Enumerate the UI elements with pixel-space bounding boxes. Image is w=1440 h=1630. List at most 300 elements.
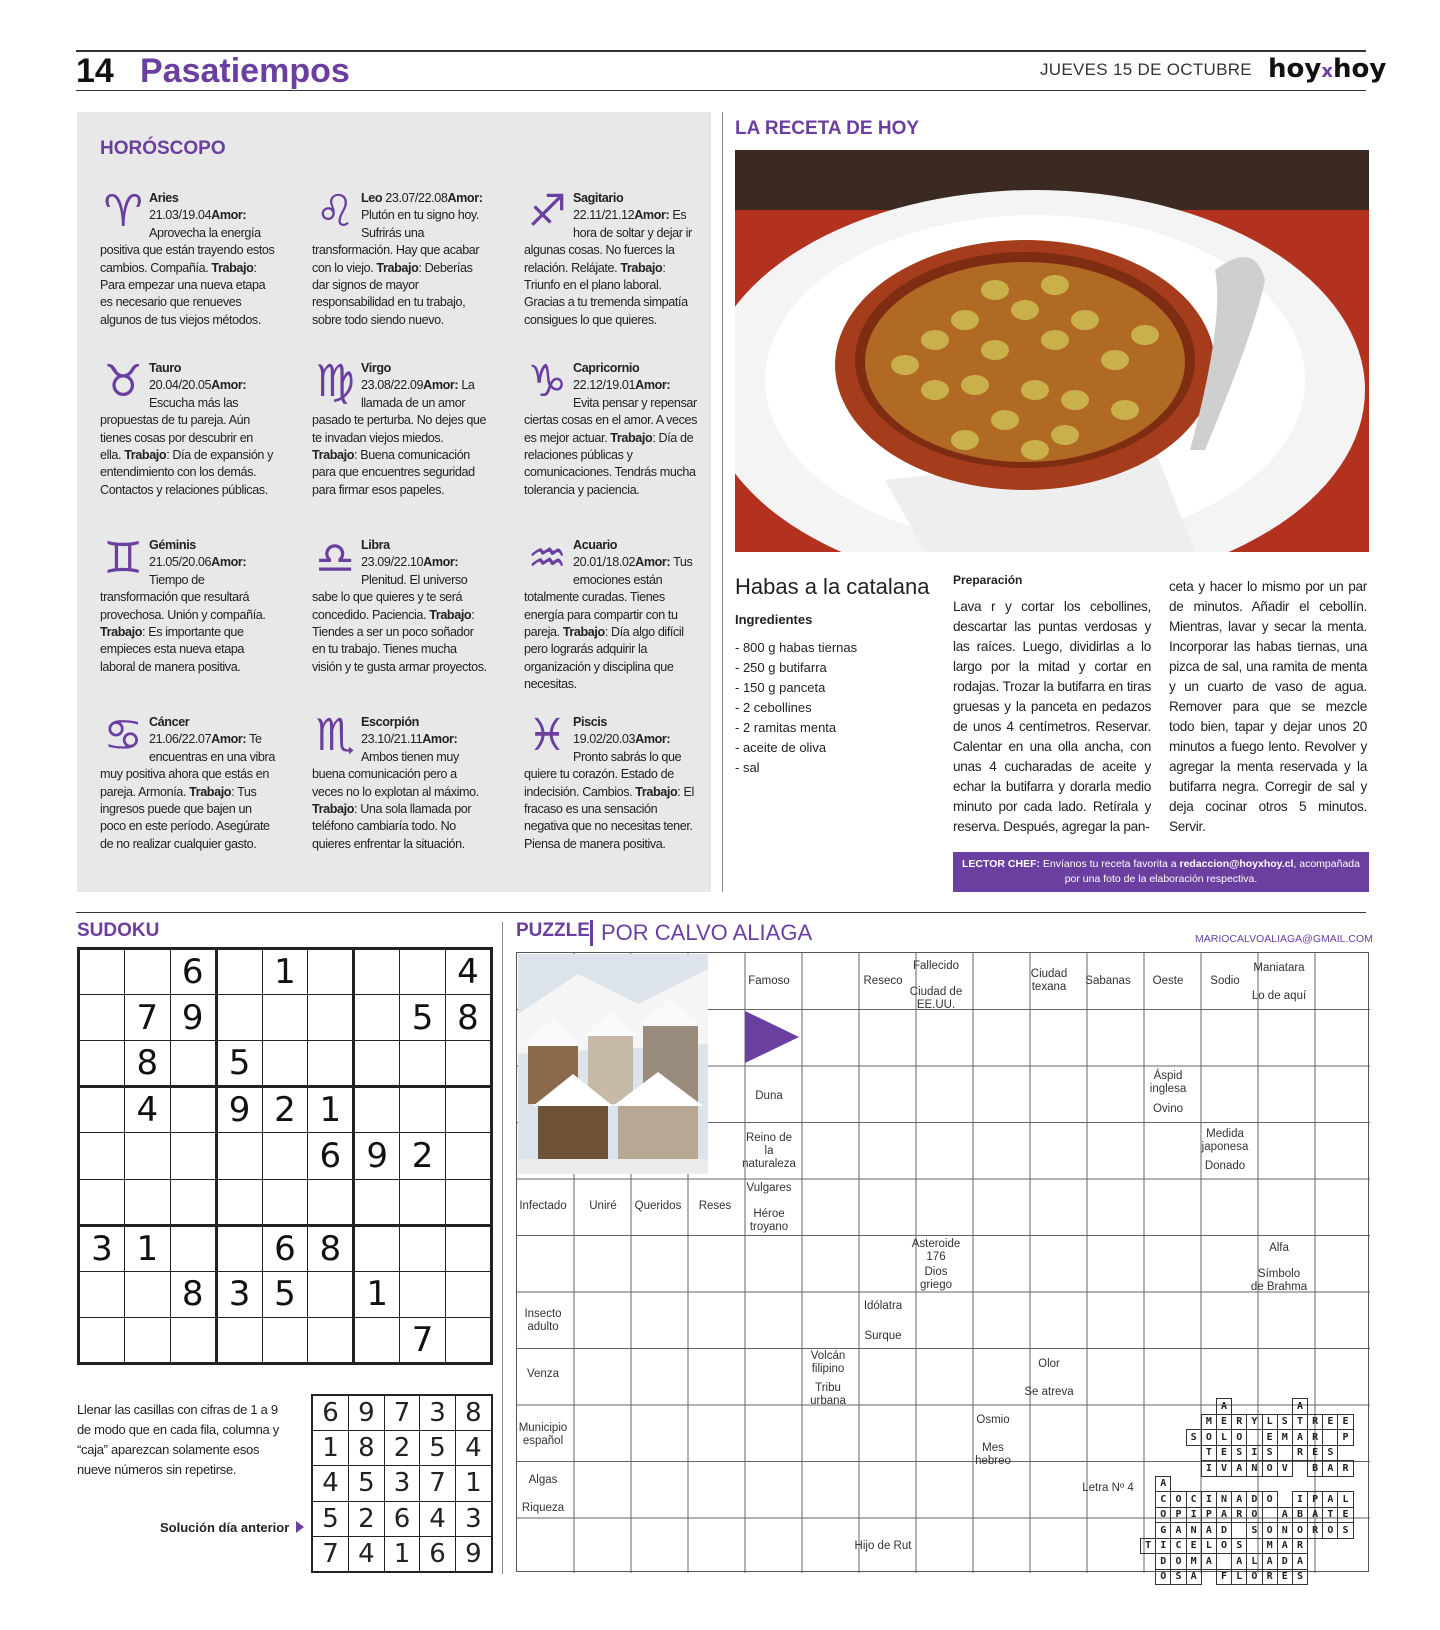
answer-cell bbox=[1186, 1476, 1201, 1492]
sudoku-cell[interactable] bbox=[262, 1133, 308, 1179]
puzzle-clue: Oeste bbox=[1152, 975, 1184, 987]
sudoku-cell[interactable] bbox=[170, 1317, 216, 1363]
answer-cell: O bbox=[1262, 1492, 1277, 1508]
answer-cell bbox=[1232, 1399, 1247, 1415]
answer-cell bbox=[1323, 1399, 1338, 1415]
solution-cell: 3 bbox=[420, 1395, 456, 1431]
sudoku-cell[interactable] bbox=[400, 1087, 446, 1133]
answer-cell: S bbox=[1171, 1569, 1186, 1585]
sign-trabajo-text: : Buena comunicación para que encuentres seguridad para firmar esos papeles. bbox=[312, 448, 475, 497]
previous-puzzle-solution bbox=[1140, 1398, 1368, 1583]
sudoku-cell[interactable]: 9 bbox=[170, 995, 216, 1041]
chef-email-link[interactable]: redaccion@hoyxhoy.cl bbox=[1179, 858, 1294, 870]
sudoku-cell[interactable] bbox=[308, 995, 354, 1041]
answer-cell bbox=[1247, 1476, 1262, 1492]
sign-amor-text: Evita pensar y repensar ciertas cosas en el amor. A veces es mejor actuar. bbox=[524, 395, 697, 445]
answer-cell: B bbox=[1292, 1507, 1307, 1523]
answer-cell: D bbox=[1277, 1554, 1292, 1570]
sudoku-cell[interactable]: 3 bbox=[216, 1271, 262, 1317]
sudoku-cell[interactable] bbox=[124, 1317, 170, 1363]
start-arrow-icon bbox=[745, 1011, 799, 1063]
sudoku-cell[interactable] bbox=[79, 949, 125, 995]
answer-cell: L bbox=[1247, 1554, 1262, 1570]
answer-cell: S bbox=[1262, 1445, 1277, 1461]
answer-cell: L bbox=[1262, 1414, 1277, 1430]
answer-cell bbox=[1171, 1399, 1186, 1415]
sudoku-cell[interactable]: 9 bbox=[354, 1133, 400, 1179]
zodiac-piscis-icon: ♓ bbox=[527, 710, 567, 761]
horoscope-sign bbox=[524, 710, 699, 853]
puzzle-email[interactable]: MARIOCALVOALIAGA@GMAIL.COM bbox=[1195, 933, 1373, 945]
sign-amor-text: Te encuentras en una vibra muy positiva ahora que estás en pareja. Armonía. bbox=[100, 732, 275, 799]
sudoku-cell[interactable]: 6 bbox=[262, 1225, 308, 1271]
sudoku-cell[interactable]: 8 bbox=[446, 995, 492, 1041]
answer-cell: A bbox=[1292, 1554, 1307, 1570]
sign-dates: 20.04/20.05 bbox=[149, 378, 212, 393]
sudoku-instructions: Llenar las casillas con cifras de 1 a 9 de modo que en cada fila, columna y “caja” aparezcan solamente esos nueve números sin repetirse. bbox=[77, 1402, 279, 1477]
answer-cell: A bbox=[1292, 1430, 1307, 1446]
puzzle-clue: Insecto adulto bbox=[524, 1308, 562, 1333]
answer-cell: O bbox=[1262, 1461, 1277, 1477]
answer-cell: R bbox=[1308, 1414, 1323, 1430]
sudoku-cell[interactable] bbox=[446, 1133, 492, 1179]
sudoku-cell[interactable] bbox=[216, 1179, 262, 1225]
sudoku-cell[interactable]: 5 bbox=[216, 1041, 262, 1087]
sign-name: Sagitario bbox=[573, 191, 624, 205]
answer-cell bbox=[1262, 1476, 1277, 1492]
sudoku-cell[interactable]: 6 bbox=[170, 949, 216, 995]
answer-cell: R bbox=[1232, 1414, 1247, 1430]
puzzle-clue: Donado bbox=[1204, 1160, 1246, 1172]
sudoku-cell[interactable]: 5 bbox=[262, 1271, 308, 1317]
puzzle-clue: Reseco bbox=[863, 975, 903, 987]
answer-cell bbox=[1186, 1445, 1201, 1461]
puzzle-clue: Queridos bbox=[634, 1200, 682, 1212]
answer-cell: E bbox=[1262, 1430, 1277, 1446]
answer-cell bbox=[1338, 1476, 1353, 1492]
sign-name: Acuario bbox=[573, 538, 618, 552]
section-rule bbox=[76, 912, 1366, 913]
zodiac-cáncer-icon: ♋ bbox=[103, 710, 143, 761]
chef-text-end: , acompañada por una foto de la elaboración respectiva. bbox=[1064, 858, 1360, 885]
sudoku-cell[interactable] bbox=[354, 1317, 400, 1363]
answer-cell: O bbox=[1171, 1492, 1186, 1508]
answer-cell: O bbox=[1232, 1430, 1247, 1446]
sudoku-cell[interactable]: 3 bbox=[79, 1225, 125, 1271]
ingredient-item: - 250 g butifarra bbox=[735, 660, 827, 675]
sign-dates: 22.11/21.12 bbox=[573, 208, 635, 223]
sign-amor: Amor: bbox=[635, 378, 671, 393]
puzzle-clue: Municipio español bbox=[518, 1422, 568, 1447]
zodiac-libra-icon: ♎ bbox=[315, 533, 355, 584]
solution-cell: 2 bbox=[349, 1501, 385, 1536]
answer-cell: O bbox=[1292, 1523, 1307, 1539]
sudoku-cell[interactable] bbox=[216, 995, 262, 1041]
sign-dates: 20.01/18.02 bbox=[573, 555, 636, 570]
sudoku-cell[interactable]: 6 bbox=[308, 1133, 354, 1179]
puzzle-clue: Olor bbox=[1038, 1358, 1060, 1370]
answer-cell: F bbox=[1216, 1569, 1231, 1585]
answer-cell: A bbox=[1201, 1554, 1216, 1570]
sudoku-cell[interactable]: 9 bbox=[216, 1087, 262, 1133]
sudoku-cell[interactable] bbox=[400, 1225, 446, 1271]
sudoku-cell[interactable] bbox=[124, 1271, 170, 1317]
sudoku-cell[interactable] bbox=[262, 1317, 308, 1363]
sudoku-cell[interactable]: 2 bbox=[400, 1133, 446, 1179]
brand-part-a: hoy bbox=[1268, 54, 1322, 84]
sudoku-cell[interactable] bbox=[400, 1179, 446, 1225]
sudoku-cell[interactable]: 1 bbox=[262, 949, 308, 995]
sign-name: Géminis bbox=[149, 538, 196, 552]
answer-cell: E bbox=[1338, 1507, 1353, 1523]
sign-amor-text: Plutón en tu signo hoy. Sufrirás una transformación. Hay que acabar con lo viejo. bbox=[312, 208, 480, 275]
sudoku-cell[interactable] bbox=[79, 995, 125, 1041]
answer-cell bbox=[1277, 1492, 1292, 1508]
sign-trabajo-text: : Una sola llamada por teléfono cambiaría todo. No quieres enfrentar la situación. bbox=[312, 802, 472, 851]
sign-amor-text: Es hora de soltar y dejar ir algunas cosas. No fuerces la relación. Relájate. bbox=[524, 208, 692, 275]
horoscope-title: HORÓSCOPO bbox=[100, 138, 226, 159]
answer-cell bbox=[1171, 1461, 1186, 1477]
answer-cell bbox=[1247, 1538, 1262, 1554]
solution-cell: 4 bbox=[349, 1536, 385, 1572]
answer-cell bbox=[1232, 1476, 1247, 1492]
puzzle-clue: Héroe troyano bbox=[749, 1208, 789, 1233]
zodiac-acuario-icon: ♒ bbox=[527, 533, 567, 584]
solution-cell: 4 bbox=[420, 1501, 456, 1536]
sudoku-cell[interactable] bbox=[354, 1179, 400, 1225]
sudoku-cell[interactable] bbox=[170, 1179, 216, 1225]
sudoku-cell[interactable] bbox=[354, 1041, 400, 1087]
puzzle-clue: Volcán filipino bbox=[810, 1350, 846, 1375]
sudoku-cell[interactable] bbox=[262, 1179, 308, 1225]
puzzle-clue: Lo de aquí bbox=[1251, 990, 1307, 1002]
answer-cell bbox=[1277, 1476, 1292, 1492]
answer-cell bbox=[1201, 1569, 1216, 1585]
sudoku-cell[interactable] bbox=[446, 1179, 492, 1225]
sudoku-cell[interactable]: 8 bbox=[170, 1271, 216, 1317]
answer-cell bbox=[1156, 1461, 1171, 1477]
answer-cell bbox=[1247, 1430, 1262, 1446]
answer-cell: D bbox=[1156, 1554, 1171, 1570]
sign-trabajo-text: : Día de expansión y entendimiento con los demás. Contactos y relaciones públicas. bbox=[100, 448, 274, 497]
solution-cell: 5 bbox=[420, 1431, 456, 1466]
answer-cell bbox=[1216, 1476, 1231, 1492]
horoscope-sign bbox=[312, 356, 487, 499]
horoscope-sign bbox=[312, 710, 487, 853]
puzzle-clue: Sodio bbox=[1210, 975, 1240, 987]
chef-label: LECTOR CHEF: bbox=[962, 858, 1040, 870]
puzzle-clue: Dios griego bbox=[920, 1266, 952, 1291]
answer-cell bbox=[1171, 1445, 1186, 1461]
sudoku-cell[interactable]: 1 bbox=[308, 1087, 354, 1133]
sudoku-cell[interactable] bbox=[262, 995, 308, 1041]
sign-dates: 23.10/21.11 bbox=[361, 732, 423, 747]
sign-trabajo: Trabajo bbox=[562, 625, 605, 640]
answer-cell: N bbox=[1247, 1461, 1262, 1477]
puzzle-clue: Se atreva bbox=[1024, 1386, 1074, 1398]
sudoku-cell[interactable] bbox=[124, 949, 170, 995]
answer-cell: R bbox=[1338, 1461, 1353, 1477]
sudoku-cell[interactable] bbox=[124, 1179, 170, 1225]
answer-cell bbox=[1141, 1476, 1156, 1492]
answer-cell: A bbox=[1292, 1399, 1307, 1415]
puzzle-clue: Asteroide 176 bbox=[911, 1238, 961, 1263]
answer-cell: D bbox=[1247, 1492, 1262, 1508]
sign-name: Libra bbox=[361, 538, 390, 552]
solution-cell: 1 bbox=[455, 1466, 492, 1501]
answer-cell: C bbox=[1171, 1538, 1186, 1554]
zodiac-escorpión-icon: ♏ bbox=[315, 710, 355, 761]
sudoku-cell[interactable] bbox=[170, 1041, 216, 1087]
solution-cell: 7 bbox=[312, 1536, 349, 1572]
sudoku-cell[interactable] bbox=[446, 1087, 492, 1133]
answer-cell bbox=[1323, 1554, 1338, 1570]
sign-amor: Amor: bbox=[423, 555, 459, 570]
sign-amor: Amor: bbox=[635, 555, 671, 570]
solution-cell: 1 bbox=[384, 1536, 420, 1572]
sign-dates: 23.08/22.09 bbox=[361, 378, 424, 393]
sudoku-cell[interactable] bbox=[308, 1317, 354, 1363]
sudoku-cell[interactable] bbox=[354, 1225, 400, 1271]
sign-trabajo-text: : Para empezar una nueva etapa es necesario que renueves algunos de tus viejos métodos. bbox=[100, 260, 266, 327]
answer-cell bbox=[1156, 1430, 1171, 1446]
ingredient-item: - 2 cebollines bbox=[735, 700, 812, 715]
sign-amor: Amor: bbox=[211, 378, 247, 393]
answer-cell: S bbox=[1247, 1523, 1262, 1539]
sudoku-cell[interactable] bbox=[354, 1087, 400, 1133]
preparation-text-col1: Lava r y cortar los cebollines, descartar las puntas verdosas y las raíces. Luego, dividirlas a lo largo por la mitad y cortar en rodajas. Trozar la butifarra en tiras gruesas y la panceta en pedazos de unos 4 centímetros. Reservar. Calentar en una olla ancha, con unas 4 cucharadas de aceite y echar la butifarra y dorarla medio minuto por cada lado. Retírala y reserva. Después, agregar la pan- bbox=[953, 599, 1151, 834]
answer-cell: P bbox=[1201, 1507, 1216, 1523]
sudoku-cell[interactable] bbox=[400, 1041, 446, 1087]
sign-trabajo-text: : Triunfo en el plano laboral. Gracias a tu tremenda simpatía consigues lo que quieres. bbox=[524, 260, 688, 327]
answer-cell: A bbox=[1232, 1554, 1247, 1570]
answer-cell: S bbox=[1292, 1569, 1307, 1585]
answer-cell bbox=[1323, 1569, 1338, 1585]
horoscope-sign bbox=[312, 186, 487, 329]
answer-cell: B bbox=[1308, 1461, 1323, 1477]
solution-cell: 5 bbox=[312, 1501, 349, 1536]
answer-cell: C bbox=[1186, 1492, 1201, 1508]
ingredients-title: Ingredientes bbox=[735, 612, 813, 627]
dish-illustration bbox=[735, 150, 1369, 552]
answer-cell: R bbox=[1262, 1569, 1277, 1585]
sudoku-cell[interactable]: 7 bbox=[124, 995, 170, 1041]
answer-cell: R bbox=[1308, 1523, 1323, 1539]
sudoku-cell[interactable] bbox=[308, 1179, 354, 1225]
sudoku-cell[interactable] bbox=[308, 1041, 354, 1087]
solution-cell: 6 bbox=[420, 1536, 456, 1572]
answer-cell: E bbox=[1186, 1538, 1201, 1554]
answer-cell bbox=[1338, 1445, 1353, 1461]
sudoku-cell[interactable] bbox=[216, 1225, 262, 1271]
answer-cell: G bbox=[1156, 1523, 1171, 1539]
sign-amor: Amor: bbox=[423, 378, 459, 393]
sign-trabajo-text: : Es importante que empieces esta nueva etapa laboral de manera positiva. bbox=[100, 625, 245, 674]
sudoku-cell[interactable] bbox=[446, 1041, 492, 1087]
page-number: 14 bbox=[76, 52, 114, 90]
sudoku-cell[interactable] bbox=[170, 1087, 216, 1133]
answer-cell: A bbox=[1171, 1523, 1186, 1539]
answer-cell bbox=[1247, 1399, 1262, 1415]
brand-part-b: hoy bbox=[1332, 54, 1387, 84]
sudoku-cell[interactable] bbox=[262, 1041, 308, 1087]
sign-dates: 21.03/19.04 bbox=[149, 208, 212, 223]
answer-cell bbox=[1201, 1476, 1216, 1492]
solution-label: Solución día anterior bbox=[160, 1520, 290, 1535]
sudoku-cell[interactable] bbox=[216, 1317, 262, 1363]
answer-cell: L bbox=[1201, 1538, 1216, 1554]
sign-name: Cáncer bbox=[149, 715, 190, 729]
answer-cell bbox=[1171, 1476, 1186, 1492]
answer-cell: I bbox=[1201, 1492, 1216, 1508]
sudoku-cell[interactable] bbox=[124, 1133, 170, 1179]
sign-amor-text: Pronto sabrás lo que quiere tu corazón. Estado de indecisión. Cambios. bbox=[524, 749, 682, 799]
answer-cell bbox=[1308, 1554, 1323, 1570]
puzzle-clue: Mes hebreo bbox=[975, 1442, 1011, 1467]
ski-village-illustration bbox=[518, 954, 708, 1174]
puzzle-title: PUZZLE bbox=[516, 920, 590, 941]
answer-cell bbox=[1308, 1569, 1323, 1585]
puzzle-clue: Algas bbox=[528, 1474, 558, 1486]
sign-trabajo: Trabajo bbox=[312, 802, 354, 817]
puzzle-clue: Venza bbox=[527, 1368, 559, 1380]
answer-cell bbox=[1141, 1399, 1156, 1415]
answer-cell: I bbox=[1292, 1492, 1307, 1508]
puzzle-clue: Ciudad texana bbox=[1030, 968, 1068, 993]
sudoku-cell[interactable]: 1 bbox=[354, 1271, 400, 1317]
horoscope-sign bbox=[100, 186, 275, 329]
sudoku-cell[interactable]: 4 bbox=[446, 949, 492, 995]
sign-dates: 23.07/22.08 bbox=[382, 191, 448, 205]
sudoku-cell[interactable] bbox=[79, 1271, 125, 1317]
answer-cell bbox=[1216, 1554, 1231, 1570]
sudoku-cell[interactable] bbox=[354, 949, 400, 995]
answer-cell bbox=[1338, 1538, 1353, 1554]
puzzle-clue: Medida japonesa bbox=[1201, 1128, 1249, 1153]
puzzle-clue: Duna bbox=[755, 1090, 783, 1102]
answer-cell bbox=[1232, 1523, 1247, 1539]
puzzle-author: POR CALVO ALIAGA bbox=[601, 920, 813, 945]
recipe-photo bbox=[735, 150, 1369, 552]
solution-cell: 9 bbox=[349, 1395, 385, 1431]
answer-cell: D bbox=[1216, 1523, 1231, 1539]
sign-trabajo: Trabajo bbox=[376, 260, 419, 275]
answer-cell: N bbox=[1186, 1523, 1201, 1539]
answer-cell: L bbox=[1338, 1492, 1353, 1508]
answer-cell: A bbox=[1156, 1476, 1171, 1492]
answer-cell: A bbox=[1232, 1461, 1247, 1477]
sign-name: Piscis bbox=[573, 715, 608, 729]
sudoku-cell[interactable] bbox=[308, 1271, 354, 1317]
solution-cell: 4 bbox=[455, 1431, 492, 1466]
sign-amor-text: Escucha más las propuestas de tu pareja. Aún tienes cosas por descubrir en ella. bbox=[100, 395, 253, 463]
answer-cell: R bbox=[1232, 1507, 1247, 1523]
header-rule-bottom bbox=[76, 90, 1366, 91]
answer-cell: E bbox=[1308, 1445, 1323, 1461]
sudoku-cell[interactable] bbox=[170, 1225, 216, 1271]
sudoku-cell[interactable]: 7 bbox=[400, 1317, 446, 1363]
sudoku-cell[interactable] bbox=[446, 1225, 492, 1271]
sudoku-cell[interactable] bbox=[446, 1271, 492, 1317]
sudoku-cell[interactable] bbox=[170, 1133, 216, 1179]
sign-dates: 21.06/22.07 bbox=[149, 732, 212, 747]
sudoku-title: SUDOKU bbox=[77, 920, 160, 941]
sudoku-cell[interactable]: 5 bbox=[400, 995, 446, 1041]
answer-cell: A bbox=[1308, 1507, 1323, 1523]
horoscope-sign bbox=[100, 533, 275, 676]
horoscope-sign bbox=[524, 186, 699, 329]
solution-cell: 6 bbox=[384, 1501, 420, 1536]
solution-cell: 7 bbox=[420, 1466, 456, 1501]
answer-cell: A bbox=[1201, 1523, 1216, 1539]
preparation-text-col2: ceta y hacer lo mismo por un par de minutos. Añadir el cebollín. Mientras, lavar y secar la menta. Incorporar las habas tiernas, una pizca de sal, una ramita de menta y un cuarto de vaso de agua. Remover para que se mezcle todo bien, tapar y dejar unos 20 minutos a fuego lento. Revolver y agregar la menta reservada y la butifarra negra. Corregir de sal y deja cocinar otros 5 minutos. Servir. bbox=[1169, 579, 1367, 834]
sign-trabajo: Trabajo bbox=[429, 607, 472, 622]
sign-amor-text: Aprovecha la energía positiva que están trayendo estos cambios. Compañía. bbox=[100, 225, 275, 275]
sudoku-cell[interactable] bbox=[79, 1133, 125, 1179]
zodiac-leo-icon: ♌ bbox=[315, 186, 355, 237]
answer-cell bbox=[1141, 1430, 1156, 1446]
sign-dates: 23.09/22.10 bbox=[361, 555, 424, 570]
solution-cell: 7 bbox=[384, 1395, 420, 1431]
sudoku-cell[interactable]: 8 bbox=[124, 1041, 170, 1087]
answer-cell bbox=[1308, 1538, 1323, 1554]
answer-cell bbox=[1323, 1430, 1338, 1446]
sudoku-cell[interactable] bbox=[400, 1271, 446, 1317]
answer-cell bbox=[1141, 1569, 1156, 1585]
ingredient-item: - 2 ramitas menta bbox=[735, 720, 837, 735]
answer-cell: N bbox=[1216, 1492, 1231, 1508]
answer-cell bbox=[1186, 1461, 1201, 1477]
puzzle-clue: Letra Nº 4 bbox=[1082, 1482, 1134, 1494]
answer-cell: O bbox=[1247, 1507, 1262, 1523]
sign-trabajo: Trabajo bbox=[100, 625, 142, 640]
zodiac-capricornio-icon: ♑ bbox=[527, 356, 567, 407]
answer-cell: V bbox=[1216, 1461, 1231, 1477]
answer-cell: S bbox=[1232, 1445, 1247, 1461]
sudoku-cell[interactable] bbox=[216, 949, 262, 995]
solution-cell: 6 bbox=[312, 1395, 349, 1431]
sudoku-cell[interactable] bbox=[79, 1317, 125, 1363]
sudoku-cell[interactable] bbox=[446, 1317, 492, 1363]
sign-amor-text: Ambos tienen muy buena comunicación pero a veces no lo explotan al máximo. bbox=[312, 749, 479, 799]
sudoku-cell[interactable] bbox=[79, 1179, 125, 1225]
zodiac-aries-icon: ♈ bbox=[103, 186, 143, 237]
sudoku-cell[interactable] bbox=[400, 949, 446, 995]
sudoku-cell[interactable] bbox=[216, 1133, 262, 1179]
answer-cell: P bbox=[1171, 1507, 1186, 1523]
column-divider-lower bbox=[502, 922, 503, 1574]
sudoku-cell[interactable]: 4 bbox=[124, 1087, 170, 1133]
sudoku-cell[interactable] bbox=[79, 1087, 125, 1133]
puzzle-clue: Tribu urbana bbox=[810, 1382, 846, 1407]
sign-name: Leo bbox=[361, 191, 383, 205]
puzzle-photo bbox=[518, 954, 708, 1174]
sudoku-grid bbox=[77, 947, 493, 1365]
sudoku-cell[interactable] bbox=[308, 949, 354, 995]
sudoku-cell[interactable] bbox=[79, 1041, 125, 1087]
sudoku-cell[interactable]: 2 bbox=[262, 1087, 308, 1133]
sudoku-cell[interactable]: 1 bbox=[124, 1225, 170, 1271]
sudoku-cell[interactable]: 8 bbox=[308, 1225, 354, 1271]
sudoku-cell[interactable] bbox=[354, 995, 400, 1041]
answer-cell: M bbox=[1262, 1538, 1277, 1554]
zodiac-géminis-icon: ♊ bbox=[103, 533, 143, 584]
answer-cell bbox=[1141, 1554, 1156, 1570]
preparation-title: Preparación bbox=[953, 573, 1023, 587]
answer-cell bbox=[1201, 1399, 1216, 1415]
solution-cell: 8 bbox=[349, 1431, 385, 1466]
answer-cell: S bbox=[1277, 1414, 1292, 1430]
